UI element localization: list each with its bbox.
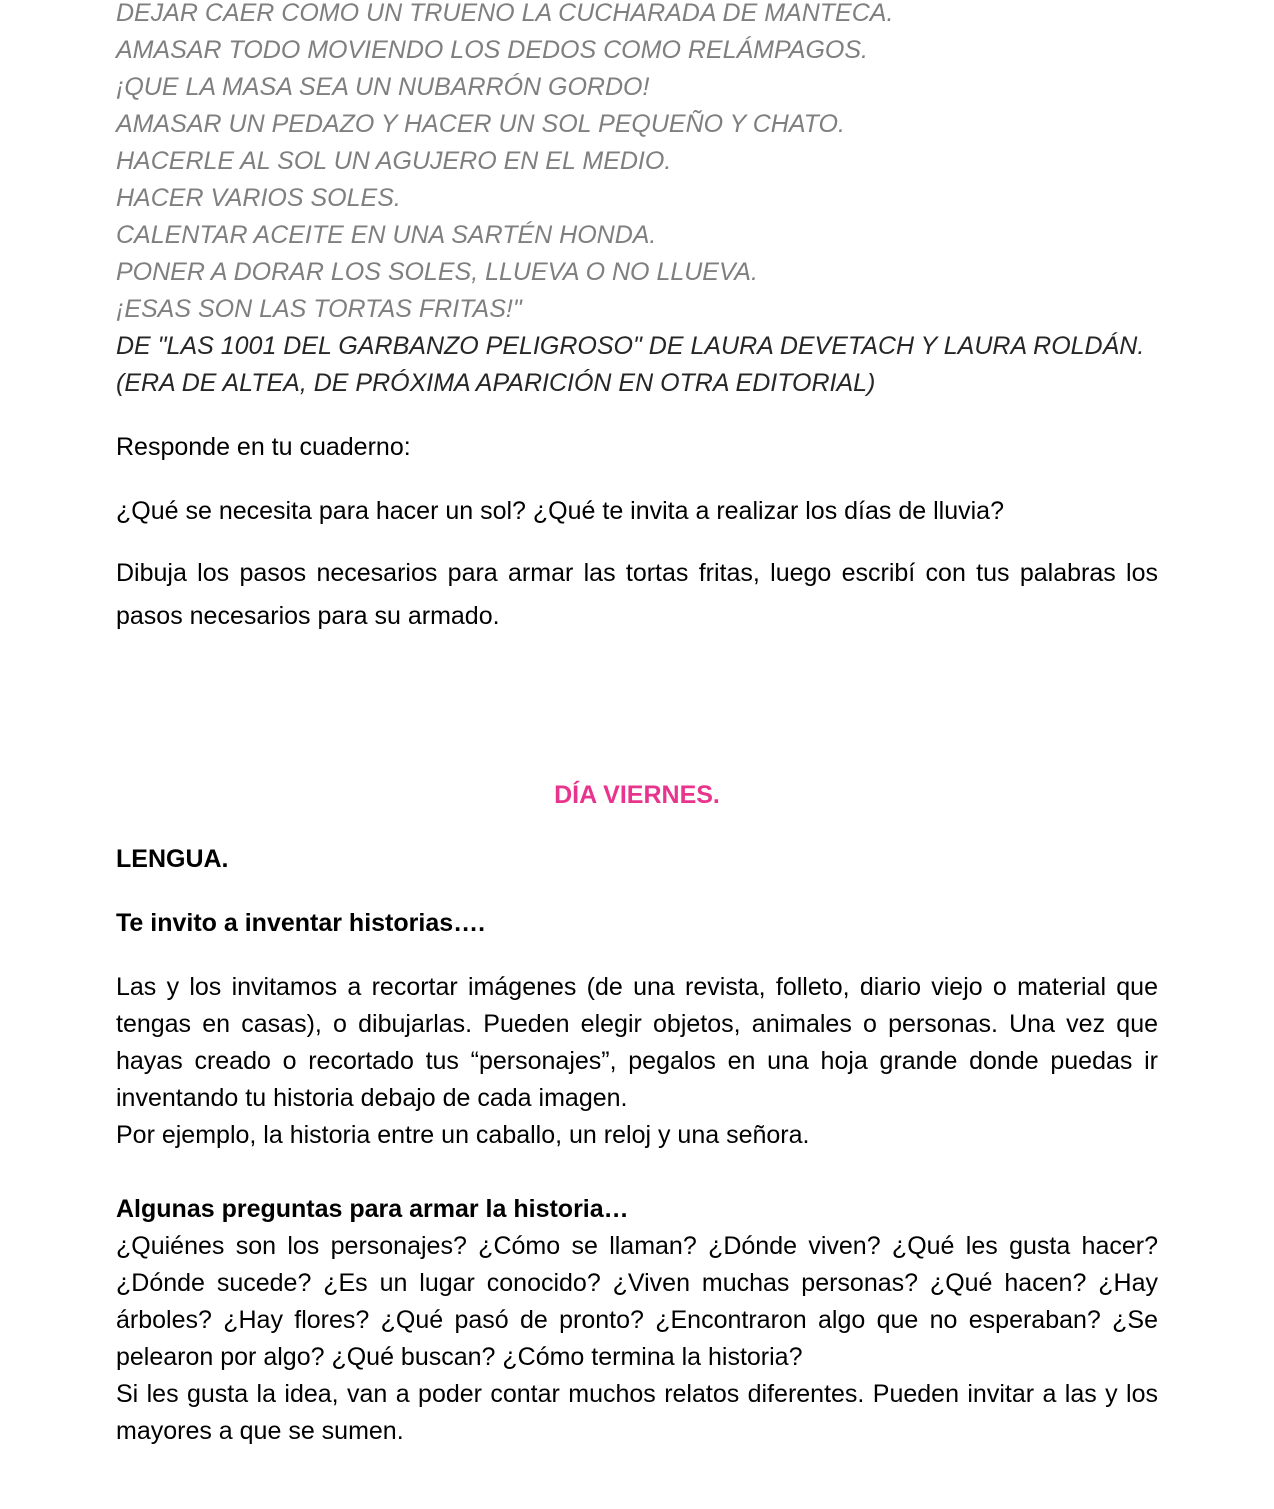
questions-text: ¿Qué se necesita para hacer un sol? ¿Qué te invita a realizar los días de lluvia? (116, 497, 1004, 525)
recipe-line: ¡ESAS SON LAS TORTAS FRITAS!" (116, 295, 522, 323)
questions-paragraph: ¿Quiénes son los personajes? ¿Cómo se llaman? ¿Dónde viven? ¿Qué les gusta hacer? ¿Dónde sucede? ¿Es un lugar conocido? ¿Viven muchas personas? ¿Qué hacen? ¿Hay árboles? ¿Hay flores? ¿Qué pasó de pronto? ¿Encontraron algo que no esperaban? ¿Se pelearon por algo? ¿Qué buscan? ¿Cómo termina la historia? (116, 1232, 1158, 1371)
recipe-line: CALENTAR ACEITE EN UNA SARTÉN HONDA. (116, 221, 657, 249)
source-credit-line: DE "LAS 1001 DEL GARBANZO PELIGROSO" DE LAURA DEVETACH Y LAURA ROLDÁN. (116, 332, 1145, 360)
recipe-line: PONER A DORAR LOS SOLES, LLUEVA O NO LLUEVA. (116, 258, 758, 286)
recipe-line: ¡QUE LA MASA SEA UN NUBARRÓN GORDO! (116, 73, 650, 101)
recipe-line: AMASAR UN PEDAZO Y HACER UN SOL PEQUEÑO Y CHATO. (116, 110, 845, 138)
recipe-line: DEJAR CAER COMO UN TRUENO LA CUCHARADA DE MANTECA. (116, 0, 894, 27)
recipe-line: HACERLE AL SOL UN AGUJERO EN EL MEDIO. (116, 147, 672, 175)
example-line: Por ejemplo, la historia entre un caballo, un reloj y una señora. (116, 1121, 810, 1149)
recipe-line: AMASAR TODO MOVIENDO LOS DEDOS COMO RELÁMPAGOS. (116, 36, 868, 64)
draw-instruction: Dibuja los pasos necesarios para armar las tortas fritas, luego escribí con tus palabras los pasos necesarios para su armado. (116, 559, 1158, 630)
source-credit-line: (ERA DE ALTEA, DE PRÓXIMA APARICIÓN EN OTRA EDITORIAL) (116, 369, 876, 397)
questions-heading: Algunas preguntas para armar la historia… (116, 1195, 629, 1223)
story-paragraph: Las y los invitamos a recortar imágenes (de una revista, folleto, diario viejo o material que tengas en casas), o dibujarlas. Pueden elegir objetos, animales o personas. Una vez que hayas creado o recortado tus “personajes”, pegalos en una hoja grande donde puedas ir inventando tu historia debajo de cada imagen. (116, 973, 1158, 1112)
invite-heading: Te invito a inventar historias…. (116, 909, 486, 937)
day-heading: DÍA VIERNES. (554, 781, 720, 809)
recipe-poem (116, 0, 1158, 402)
document-page (116, 0, 1158, 1450)
respond-instruction: Responde en tu cuaderno: (116, 433, 411, 461)
recipe-line: HACER VARIOS SOLES. (116, 184, 401, 212)
closing-paragraph: Si les gusta la idea, van a poder contar muchos relatos diferentes. Pueden invitar a las y los mayores a que se sumen. (116, 1380, 1158, 1445)
subject-heading: LENGUA. (116, 845, 229, 873)
